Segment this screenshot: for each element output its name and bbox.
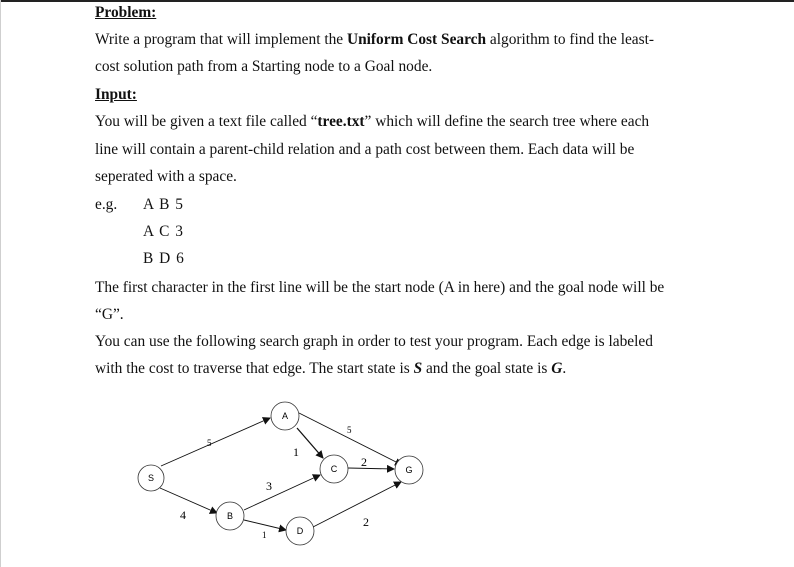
node-s (138, 465, 164, 491)
problem-line-1-rest: algorithm to find the least- (486, 31, 655, 48)
node-g-label: G (405, 465, 413, 475)
example-line-1: A B 5 (143, 196, 184, 213)
input-line-3: seperated with a space. (95, 168, 237, 185)
edge-s-a (161, 418, 270, 466)
edge-a-c (297, 428, 323, 458)
edge-a-g (299, 413, 402, 465)
node-b-label: B (226, 511, 234, 521)
input-line-2: line will contain a parent-child relation and a path cost between them. Each data will be (95, 141, 635, 158)
node-c-label: C (330, 464, 338, 474)
edge-cost-a-g: 5 (347, 425, 352, 435)
problem-line-1-text: Write a program that will implement the (95, 31, 347, 48)
problem-heading: Problem: (95, 4, 157, 21)
edge-s-b (160, 488, 217, 513)
edge-cost-s-a: 5 (207, 438, 212, 448)
edge-cost-c-g: 2 (361, 455, 367, 469)
graph-description-mid: and the goal state is (422, 360, 552, 377)
algorithm-name: Uniform Cost Search (346, 31, 487, 48)
file-name: tree.txt (317, 113, 365, 130)
input-line-1-rest: ” which will define the search tree where each (364, 113, 650, 130)
example-line-3: B D 6 (143, 250, 185, 267)
goal-state: G (551, 360, 563, 377)
node-a-label: A (281, 411, 289, 421)
problem-line-2: cost solution path from a Starting node to a Goal node. (95, 58, 433, 75)
edge-b-c (244, 475, 320, 510)
input-heading: Input: (95, 86, 137, 103)
edge-cost-b-c: 3 (266, 479, 272, 493)
edge-b-d (244, 520, 286, 530)
node-d-label: D (296, 526, 304, 536)
edge-cost-a-c: 1 (293, 445, 299, 459)
start-goal-line-1: The first character in the first line will be the start node (A in here) and the goal node will be (95, 279, 665, 296)
node-a (271, 402, 299, 430)
edge-cost-s-b: 4 (180, 508, 186, 522)
graph-description-text: with the cost to traverse that edge. The start state is (95, 360, 414, 377)
node-s-label: S (147, 473, 155, 483)
graph-description-line-1: You can use the following search graph in order to test your program. Each edge is labeled (95, 333, 653, 350)
edge-c-g (348, 468, 394, 469)
start-goal-line-2: “G”. (95, 306, 124, 323)
example-label: e.g. (95, 196, 118, 213)
node-b (216, 502, 244, 530)
start-state: S (413, 360, 423, 377)
node-c (320, 455, 348, 483)
graph-description-end: . (562, 360, 567, 377)
input-line-1-text: You will be given a text file called “ (95, 113, 318, 130)
node-d (286, 517, 314, 545)
node-g (395, 456, 423, 484)
edge-d-g (313, 482, 401, 527)
example-line-2: A C 3 (143, 223, 184, 240)
edge-cost-d-g: 2 (363, 515, 369, 529)
edge-cost-b-d: 1 (262, 530, 267, 540)
